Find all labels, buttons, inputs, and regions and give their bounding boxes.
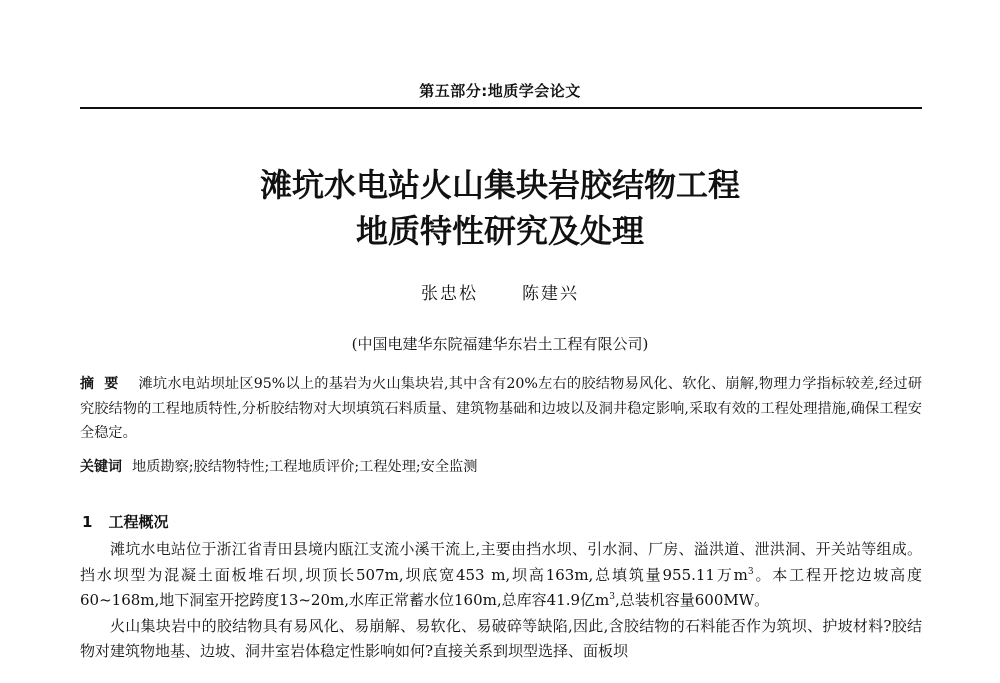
superscript: 3 [747, 566, 754, 577]
header-rule [80, 107, 922, 109]
author-1: 张忠松 [421, 284, 478, 304]
superscript: 3 [609, 592, 615, 602]
running-head: 第五部分:地质学会论文 [419, 82, 581, 100]
paragraph-text: 。本工程开挖边坡高度60~168m,地下洞室开挖跨度13~20m,水库正常蓄水位160m,总库容41.9亿m [80, 565, 922, 609]
title-line-2: 地质特性研究及处理 [355, 212, 644, 250]
keywords-label: 关键词 [80, 459, 122, 475]
affiliation: (中国电建华东院福建华东岩土工程有限公司) [351, 335, 649, 353]
title-line-1: 滩坑水电站火山集块岩胶结物工程 [259, 166, 740, 204]
section-number: 1 [82, 513, 93, 531]
keywords [80, 455, 922, 479]
abstract [80, 372, 922, 446]
abstract-label: 摘要 [80, 376, 129, 392]
paragraph-text: 滩坑水电站位于浙江省青田县境内瓯江支流小溪干流上,主要由挡水坝、引水洞、厂房、溢洪道、泄洪洞、开关站等组成。挡水坝型为混凝土面板堆石坝,坝顶长507m,坝底宽453 m,坝高163m,总填筑量955.11万m [80, 540, 922, 584]
paragraph [80, 537, 922, 614]
paper-title [0, 162, 1000, 254]
section-title: 工程概况 [108, 513, 169, 531]
author-2: 陈建兴 [522, 284, 579, 304]
abstract-text: 滩坑水电站坝址区95%以上的基岩为火山集块岩,其中含有20%左右的胶结物易风化、软化、崩解,物理力学指标较差,经过研究胶结物的工程地质特性,分析胶结物对大坝填筑石料质量、建筑物基础和边坡以及洞井稳定影响,采取有效的工程处理措施,确保工程安全稳定。 [80, 376, 923, 441]
keywords-text: 地质勘察;胶结物特性;工程地质评价;工程处理;安全监测 [132, 459, 478, 475]
author-list [0, 279, 1000, 304]
section-body [80, 537, 922, 665]
paragraph-text: ,总装机容量600MW。 [615, 591, 770, 609]
paragraph: 火山集块岩中的胶结物具有易风化、易崩解、易软化、易破碎等缺陷,因此,含胶结物的石料能否作为筑坝、护坡材料?胶结物对建筑物地基、边坡、洞井室岩体稳定性影响如何?直接关系到坝型选择、面板坝 [80, 616, 922, 660]
section-heading [82, 511, 168, 532]
